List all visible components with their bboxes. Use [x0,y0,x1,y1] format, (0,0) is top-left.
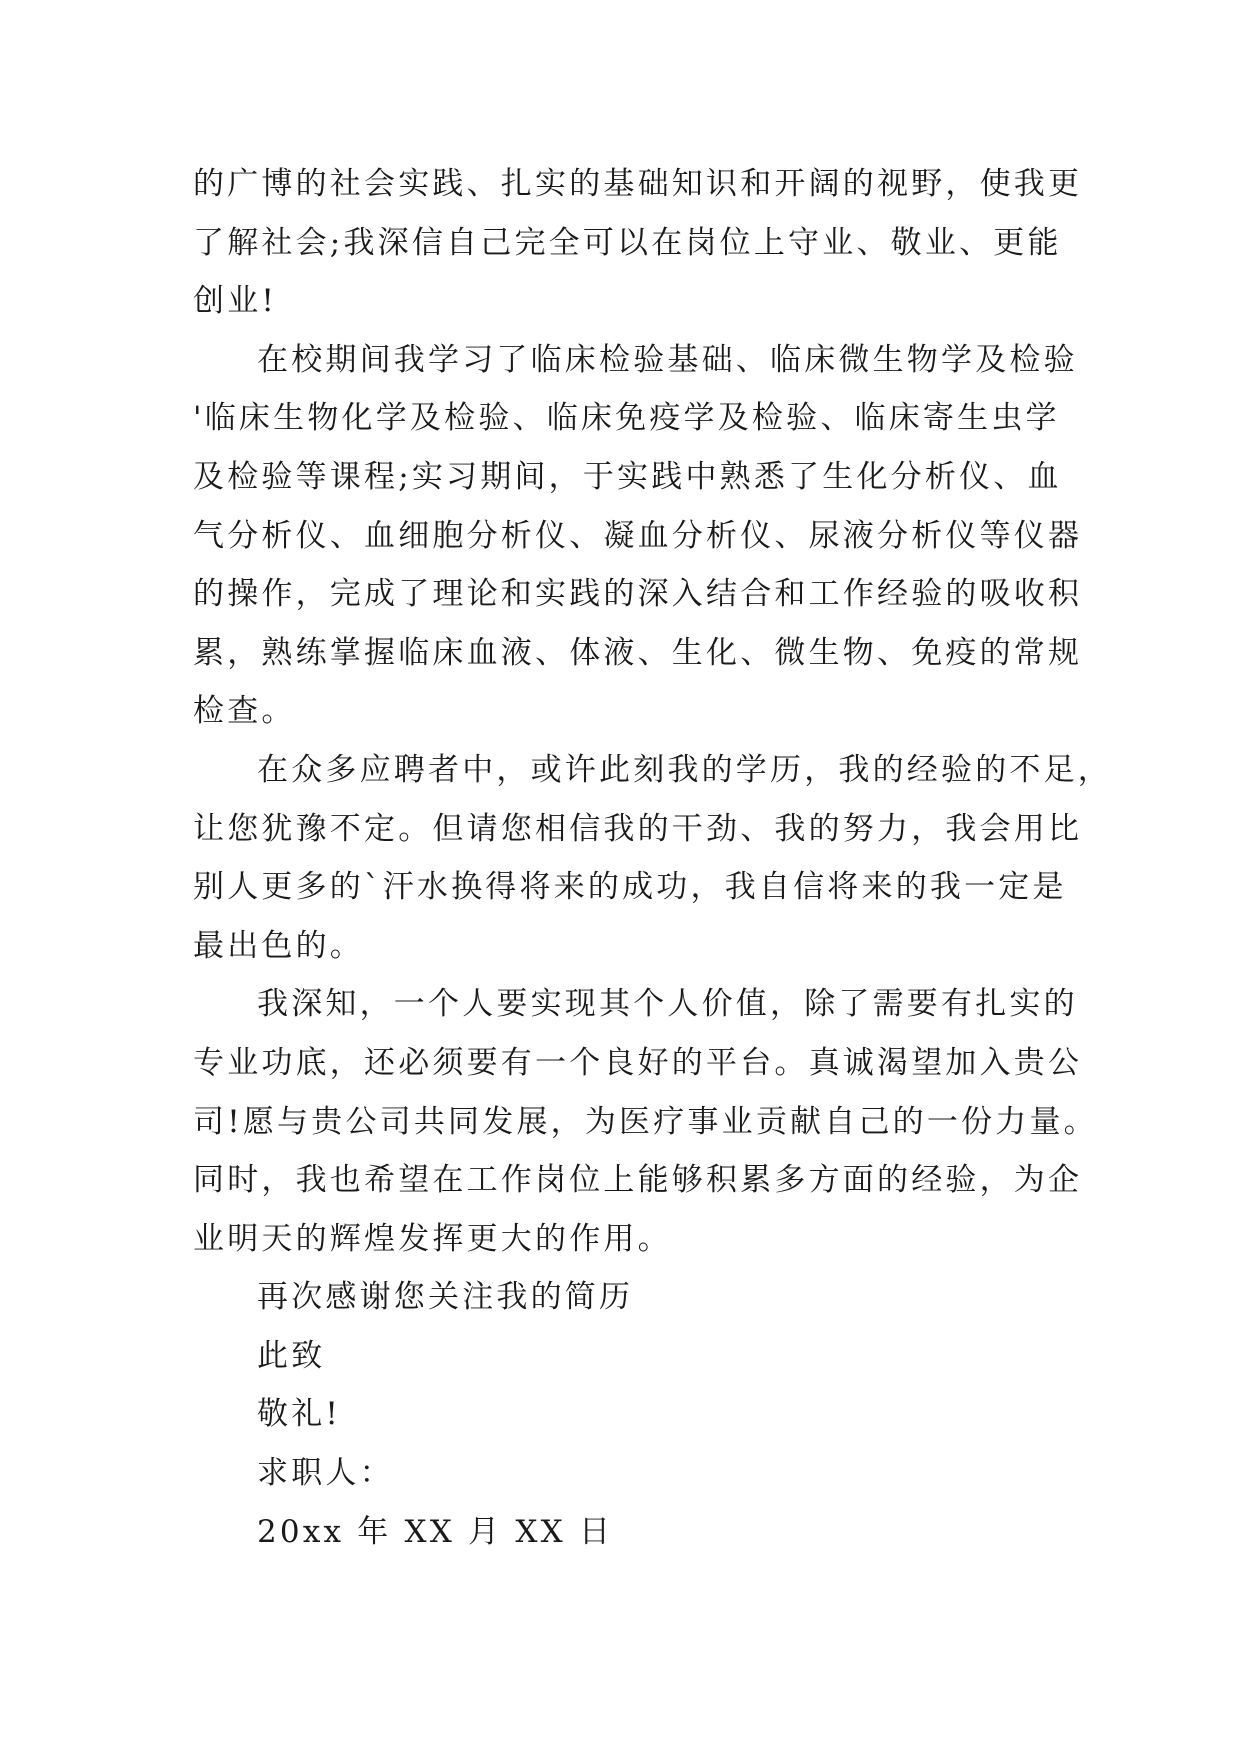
text-line: 的广博的社会实践、扎实的基础知识和开阔的视野，使我更 [193,166,1083,202]
paragraph-start-line: 我深知，一个人要实现其个人价值，除了需要有扎实的 [257,986,1078,1023]
text-line: 的操作，完成了理论和实践的深入结合和工作经验的吸收积 [193,576,1083,613]
signature-label: 求职人： [257,1455,394,1492]
text-line: 专业功底，还必须要有一个良好的平台。真诚渴望加入贵公 [193,1044,1083,1081]
text-line: '临床生物化学及检验、临床免疫学及检验、临床寄生虫学 [193,400,1060,437]
text-line: 司!愿与贵公司共同发展，为医疗事业贡献自己的一份力量。 [193,1103,1098,1140]
text-line: 最出色的。 [193,927,364,964]
text-line: 累，熟练掌握临床血液、体液、生化、微生物、免疫的常规 [193,634,1083,671]
closing-salutation: 此致 [257,1337,326,1374]
text-line: 检查。 [193,693,296,730]
text-line: 了解社会;我深信自己完全可以在岗位上守业、敬业、更能 [193,224,1062,261]
letter-body [193,155,1112,1561]
paragraph-start-line: 在校期间我学习了临床检验基础、临床微生物学及检验 [257,341,1078,378]
text-line: 业明天的辉煌发挥更大的作用。 [193,1220,672,1257]
text-line: 及检验等课程;实习期间，于实践中熟悉了生化分析仪、血 [193,458,1062,495]
closing-regards: 敬礼! [257,1396,342,1433]
date-line: 20xx 年 XX 月 XX 日 [257,1513,614,1550]
text-line: 别人更多的`汗水换得将来的成功，我自信将来的我一定是 [193,869,1067,906]
closing-thanks: 再次感谢您关注我的简历 [257,1279,634,1316]
paragraph-start-line: 在众多应聘者中，或许此刻我的学历，我的经验的不足， [257,751,1112,788]
text-line: 气分析仪、血细胞分析仪、凝血分析仪、尿液分析仪等仪器 [193,517,1083,554]
text-line: 创业! [193,283,278,320]
text-line: 同时，我也希望在工作岗位上能够积累多方面的经验，为企 [193,1162,1083,1199]
text-line: 让您犹豫不定。但请您相信我的干劲、我的努力，我会用比 [193,810,1083,847]
